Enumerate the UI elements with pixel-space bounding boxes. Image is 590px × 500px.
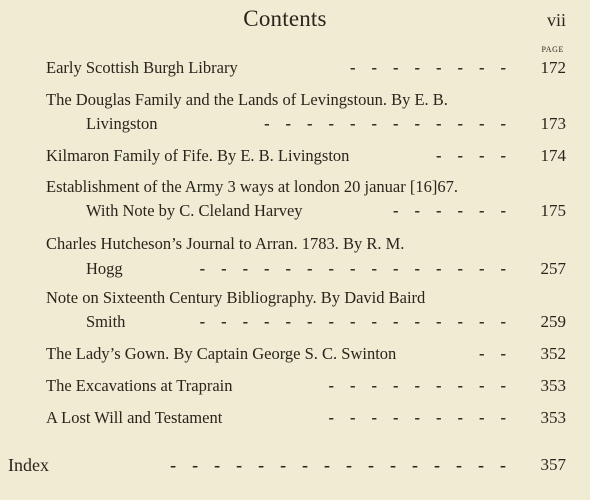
entry-title: Note on Sixteenth Century Bibliography. By David Baird: [46, 288, 426, 307]
toc-entry-continuation: [86, 310, 566, 334]
dot-leader: ------------: [264, 114, 522, 133]
folio-number: vii: [546, 10, 566, 30]
toc-entry-continuation: [86, 112, 566, 136]
entry-title: The Douglas Family and the Lands of Levingstoun. By E. B.: [46, 90, 448, 109]
dot-leader: ---------------: [199, 312, 522, 331]
toc-entry: [46, 232, 566, 256]
entry-page-number: 175: [540, 201, 566, 220]
toc-entry: [46, 374, 566, 398]
entry-title: The Lady’s Gown. By Captain George S. C. Swinton: [46, 344, 397, 363]
entry-title: Early Scottish Burgh Library: [46, 58, 238, 77]
dot-leader: ------: [393, 201, 522, 220]
dot-leader: ----------------: [170, 455, 522, 475]
entry-page-number: 257: [540, 259, 566, 278]
index-label: Index: [8, 455, 49, 475]
entry-page-number: 172: [540, 58, 566, 77]
toc-entry: [46, 56, 566, 80]
dot-leader: ---------: [328, 408, 522, 427]
entry-page-number: 174: [540, 146, 566, 165]
toc-entry-continuation: [86, 199, 566, 223]
entry-page-number: 353: [540, 376, 566, 395]
index-page-number: 357: [540, 455, 566, 474]
toc-entry: [46, 406, 566, 430]
entry-title-continuation: Hogg: [86, 259, 123, 278]
page-column-label: PAGE: [541, 45, 564, 54]
dot-leader: ---------------: [199, 259, 522, 278]
dot-leader: ---------: [328, 376, 522, 395]
toc-index-entry: [8, 453, 566, 477]
toc-entry: [46, 286, 566, 310]
entry-page-number: 173: [540, 114, 566, 133]
toc-entry: [46, 144, 566, 168]
entry-title-continuation: With Note by C. Cleland Harvey: [86, 201, 303, 220]
dot-leader: --------: [350, 58, 522, 77]
toc-entry: [46, 342, 566, 366]
toc-entry: [46, 175, 566, 199]
entry-title-continuation: Smith: [86, 312, 126, 331]
entry-title: A Lost Will and Testament: [46, 408, 223, 427]
entry-page-number: 353: [540, 408, 566, 427]
entry-title: Charles Hutcheson’s Journal to Arran. 1783. By R. M.: [46, 234, 405, 253]
entry-title-continuation: Livingston: [86, 114, 158, 133]
entry-title: Kilmaron Family of Fife. By E. B. Livingston: [46, 146, 350, 165]
toc-entry: [46, 88, 566, 112]
entry-page-number: 352: [540, 344, 566, 363]
entry-title: Establishment of the Army 3 ways at london 20 januar [16]67.: [46, 177, 458, 196]
dot-leader: ----: [436, 146, 522, 165]
page-title: Contents: [243, 6, 327, 31]
entry-title: The Excavations at Traprain: [46, 376, 233, 395]
dot-leader: --: [479, 344, 522, 363]
toc-entry-continuation: [86, 257, 566, 281]
entry-page-number: 259: [540, 312, 566, 331]
